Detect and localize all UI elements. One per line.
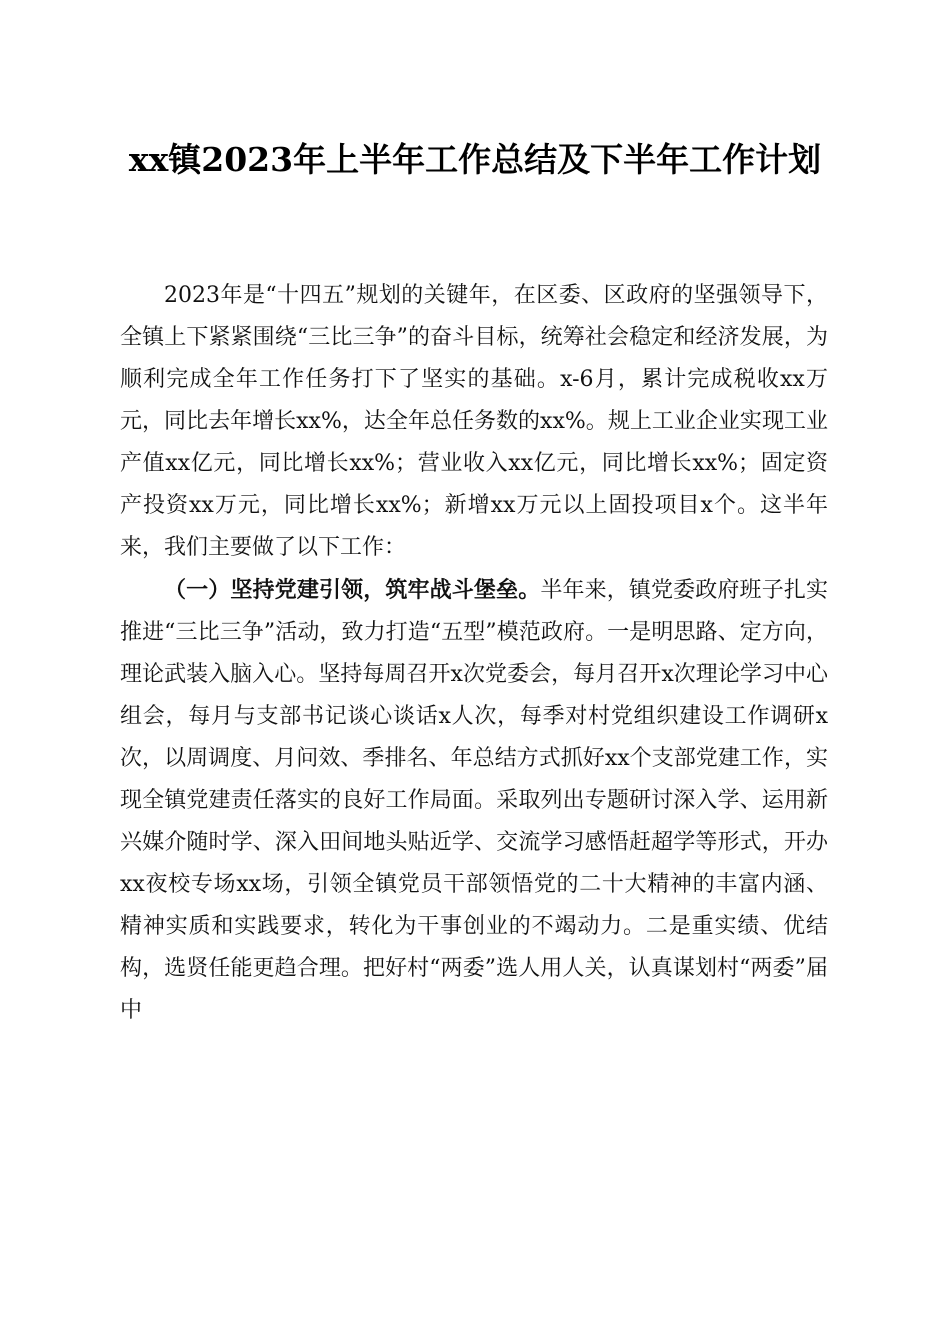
section-heading: （一）坚持党建引领，筑牢战斗堡垒。 bbox=[164, 577, 541, 603]
section-body: 半年来，镇党委政府班子扎实推进“三比三争”活动，致力打造“五型”模范政府。一是明思路、定方向，理论武装入脑入心。坚持每周召开x次党委会，每月召开x次理论学习中心组会，每月与支部书记谈心谈话x人次，每季对村党组织建设工作调研x次，以周调度、月问效、季排名、年总结方式抓好xx个支部党建工作，实现全镇党建责任落实的良好工作局面。采取列出专题研讨深入学、运用新兴媒介随时学、深入田间地头贴近学、交流学习感悟赶超学等形式，开办xx夜校专场xx场，引领全镇党员干部领悟党的二十大精神的丰富内涵、精神实质和实践要求，转化为干事创业的不竭动力。二是重实绩、优结构，选贤任能更趋合理。把好村“两委”选人用人关，认真谋划村“两委”届中 bbox=[120, 578, 828, 1023]
paragraph-intro: 2023年是“十四五”规划的关键年，在区委、区政府的坚强领导下，全镇上下紧紧围绕“三比三争”的奋斗目标，统筹社会稳定和经济发展，为顺利完成全年工作任务打下了坚实的基础。x-6月，累计完成税收xx万元，同比去年增长xx%，达全年总任务数的xx%。规上工业企业实现工业产值xx亿元，同比增长xx%；营业收入xx亿元，同比增长xx%；固定资产投资xx万元，同比增长xx%；新增xx万元以上固投项目x个。这半年来，我们主要做了以下工作： bbox=[120, 283, 829, 560]
document-body bbox=[120, 275, 828, 1032]
paragraph-section-1 bbox=[120, 569, 828, 1032]
document-title: xx镇2023年上半年工作总结及下半年工作计划 bbox=[128, 140, 822, 179]
